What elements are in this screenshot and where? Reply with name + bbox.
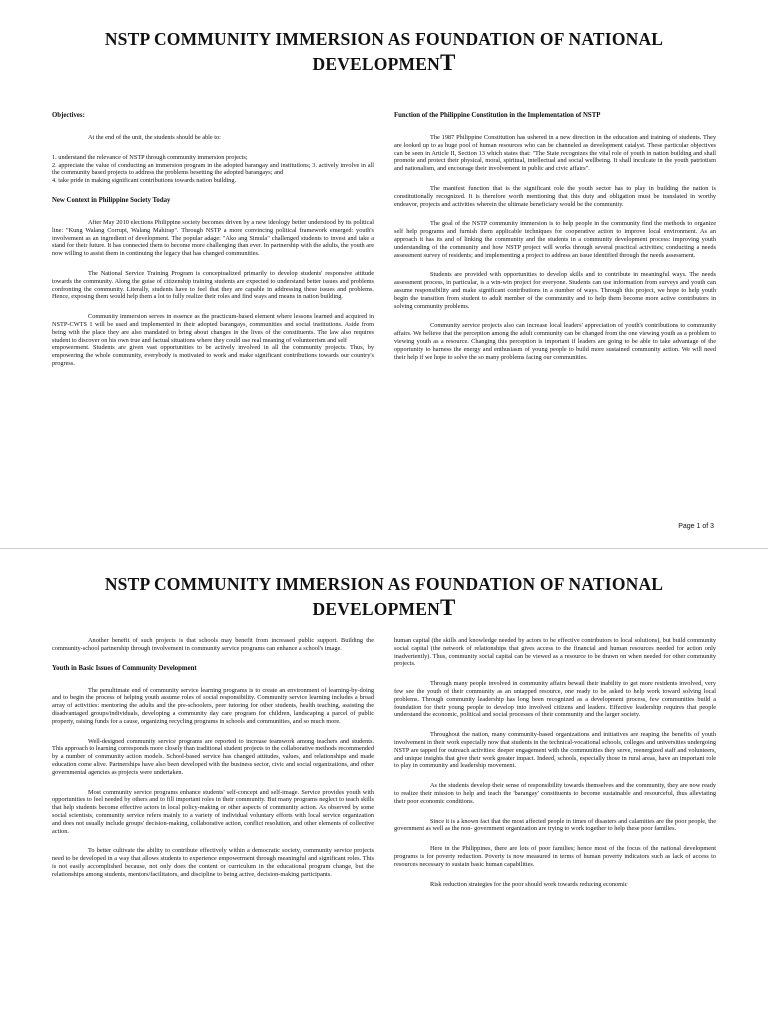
paragraph: empowerment. Students are given vast opportunities to be actively involved in all the community projects. Thus, by empowering the whole community, everybody is motivated to work and make significant contributions towards our country's progress. <box>52 344 374 367</box>
paragraph: The penultimate end of community service learning programs is to create an environment of learning-by-doing and to begin the process of helping youth assume roles of social responsibility. Community service learning includes a broad array of activities: mentoring the adults and the pre-schoolers, peer tutoring for other students, health teaching, assisting the disadvantaged groups/individuals, developing a community day care program for children, landscaping a parcel of public property, raising funds for a cause, organizing recycling programs in schools and communities, and so much more. <box>52 686 374 725</box>
paragraph: At the end of the unit, the students should be able to: <box>88 134 221 141</box>
paragraph: Community immersion serves in essence as the practicum-based element where lessons learned and acquired in NSTP-CWTS 1 will be used and implemented in their adopted barangays, communities and social institutions. Aside from being with the place they are also mandated to bring about changes in the lives of the constituents. The law also requires student to discover on his own true and factual situations where they could use real meaning of volunteerism and self <box>52 313 374 344</box>
list-item: 2. appreciate the value of conducting an immersion program in the adopted barangay and institutions; 3. actively involve in all the community based projects to address the problems besetting the adopted barangays; and <box>52 161 374 177</box>
two-column-body <box>52 637 716 900</box>
paragraph: Students are provided with opportunities to develop skills and to contribute in meaningful ways. The needs assessment process, in particular, is a win-win project for everyone. Students can use information from surveys and youth can assume responsibility and make significant contributions in a number of ways. Through this project, we hope to help youth begin the transition from student to adult member of the community and to help them become more active contributors in solving community problems. <box>394 271 716 310</box>
paragraph: After May 2010 elections Philippine society becomes driven by a new ideology better understood by its political line: "Kung Walang Corrupt, Walang Mahirap". Through NSTP a more convincing political framework emerged: youth's involvement as an ingredient of development. The popular adage: "Ako ang Simula" challenged students to invest and take a stand for their future. It has connected them to become more challenging than ever. In partnership with the adults, the youth are now willing to assist them in continuing the legacy that has changed communities. <box>52 218 374 258</box>
page-number: Page 1 of 3 <box>678 523 714 530</box>
page-2 <box>0 549 768 1024</box>
two-column-body <box>52 112 716 380</box>
right-column <box>394 112 716 380</box>
paragraph: Here in the Philippines, there are lots of poor families; hence most of the focus of the national development programs is for poverty reduction. Poverty is now measured in terms of human poverty indicators such as lack of access to resources necessary to sustain basic human capabilities. <box>394 845 716 868</box>
title-line-1: NSTP COMMUNITY IMMERSION AS FOUNDATION OF NATIONAL <box>104 29 664 49</box>
list-item: 4. take pride in making significant contributions towards nation building. <box>52 177 237 185</box>
paragraph: Community service projects also can increase local leaders' appreciation of youth's contributions to community affairs. We believe that the perception among the adult community can be changed from the one viewing youth as a problem to viewing youth as a resource. Changing this perception is important if leaders are going to be able to take advantage of the opportunity to harness the energy and enthusiasm of young people to build more sustained community action. We will need their help if we hope to solve the so many problems facing our communities. <box>394 322 716 361</box>
section-heading: Function of the Philippine Constitution in the Implementation of NSTP <box>394 112 601 119</box>
paragraph: Well-designed community service programs are reported to increase teamwork among teachers and students. This approach to learning corresponds more closely than traditional student projects to the collaborative methods recommended by a number of community action models. School-based service has changed attitudes, values, and relationships and made education come alive. Partnerships have also been developed with the business sector, civic and social organizations, and other governmental agencies as projects were undertaken. <box>52 737 374 776</box>
paragraph: The National Service Training Program is conceptualized primarily to develop students' responsive attitude towards the community. Along the guise of citizenship training students are expected to understand better issues and problems confronting the community. Literally, students have to feel that they are capable in addressing these issues and problems. Hence, exposing them would help them a lot to fully realize their roles and find ways and means in nation building. <box>52 269 374 301</box>
left-column <box>52 112 374 380</box>
paragraph: To better cultivate the ability to contribute effectively within a democratic society, community service projects need to be developed in a way that allows students to experience empowerment through meaningful and significant roles. This is not easily accomplished because, not only does the content or curriculum in the educational program change, but the relationships among students, mentors/facilitators, and discipline to being active, decision-making participants. <box>52 847 374 878</box>
title-line-1: NSTP COMMUNITY IMMERSION AS FOUNDATION OF NATIONAL <box>104 574 664 594</box>
paragraph: Throughout the nation, many community-based organizations and initiatives are reaping the benefits of youth involvement in their work especially now that students in the technical-vocational schools, colleges and universities undergoing NSTP are tapped for outreach activities: deeper engagement with the communities they serve, reenergized staff and volunteers, and unique insights that give their work greater impact. Indeed, schools, especially those in rural areas, have an important role to play in community and leadership movement. <box>394 731 716 770</box>
paragraph: Through many people involved in community affairs bewail their inability to get more residents involved, very few see the youth of their community as an untapped resource, one ready to be asked to help work toward solving local problems. Through community leadership has long been recognized as a development process, few communities build a foundation for their young people to develop into involved citizens and leaders. Effective leadership requires that people understand the economic, political and social processes of their community and the larger society. <box>394 680 716 719</box>
title-last-letter: T <box>439 595 456 620</box>
paragraph: Risk reduction strategies for the poor should work towards reducing economic <box>430 880 628 888</box>
paragraph: Most community service programs enhance students' self-concept and self-image. Service provides youth with opportunities to feel needed by others and to fill important roles in their community. But many programs neglect to teach skills that help students become effective actors in local policy-making or other aspects of community action. As observed by some social scientists, community service refers mainly to a variety of individual voluntary efforts with local service organization and does not usually include groups' decision-making, collaborative action, conflict resolution, and other elements of collective action. <box>52 788 374 835</box>
left-column <box>52 637 374 900</box>
title-line-2: DEVELOPMEN <box>312 54 440 74</box>
section-heading: New Context in Philippine Society Today <box>52 196 171 204</box>
section-heading: Youth in Basic Issues of Community Development <box>52 664 197 672</box>
paragraph: The goal of the NSTP community immersion is to help people in the community find the methods to organize self help programs and furnish them applicable techniques for cooperative action to improve local environment. As an approach it has its and of linking the community and the students in a community development process: improving youth understanding of the community and how NSTP project will works through several practical activities; conducting a needs assessment survey of residents; and implementing a project to address an issue identified through the needs assessment. <box>394 220 716 259</box>
paragraph: Another benefit of such projects is that schools may benefit from increased public support. Building the community-school partnership through involvement in community service programs can enhance a school's image. <box>52 637 374 652</box>
page-title <box>0 549 768 621</box>
paragraph: Since it is a known fact that the most affected people in times of disasters and calamities are the poor people, the government as well as the non- government organization are trying to work together to help these poor families. <box>394 817 716 833</box>
paragraph: The manifest function that is the significant role the youth sector has to play in building the nation is constitutionally recognized. It is therefore worth mentioning that this duty and obligation must be translated in worthy endeavor, projects and activities wherein the ultimate beneficiary would be the community. <box>394 184 716 208</box>
objectives-heading: Objectives: <box>52 112 85 119</box>
title-line-2: DEVELOPMEN <box>312 599 440 619</box>
title-last-letter: T <box>439 50 456 75</box>
list-item: 1. understand the relevance of NSTP through community immersion projects; <box>52 153 248 161</box>
objectives-list <box>52 154 374 185</box>
page-title <box>0 0 768 76</box>
paragraph: The 1987 Philippine Constitution has ushered in a new direction in the education and training of students. They are looked up to as huge pool of human resources who can be channeled as development catalyst. These particular objectives can be seen in Article II, Section 13 which states that: "The State recognizes the vital role of youth in nation building and shall promote and protect their physical, moral, spiritual, intellectual and social wellbeing. It shall inculcate in the youth patriotism and nationalism, and encourage their involvement in public and civic affairs". <box>394 134 716 173</box>
right-column <box>394 637 716 900</box>
paragraph: As the students develop their sense of responsibility towards themselves and the community, they are now ready to realize their mission to help and teach the 'barangay' constituents to become sustainable and resourceful, thus alleviating their poor economic conditions. <box>394 782 716 805</box>
paragraph: human capital (the skills and knowledge needed by actors to be effective contributors to local solutions), but build community social capital (the network of relationships that gives access to the financial and human resources needed for action only inadvertently). Thus, community social capital can be viewed as a resource to be drawn on when needed for other community projects. <box>394 637 716 668</box>
